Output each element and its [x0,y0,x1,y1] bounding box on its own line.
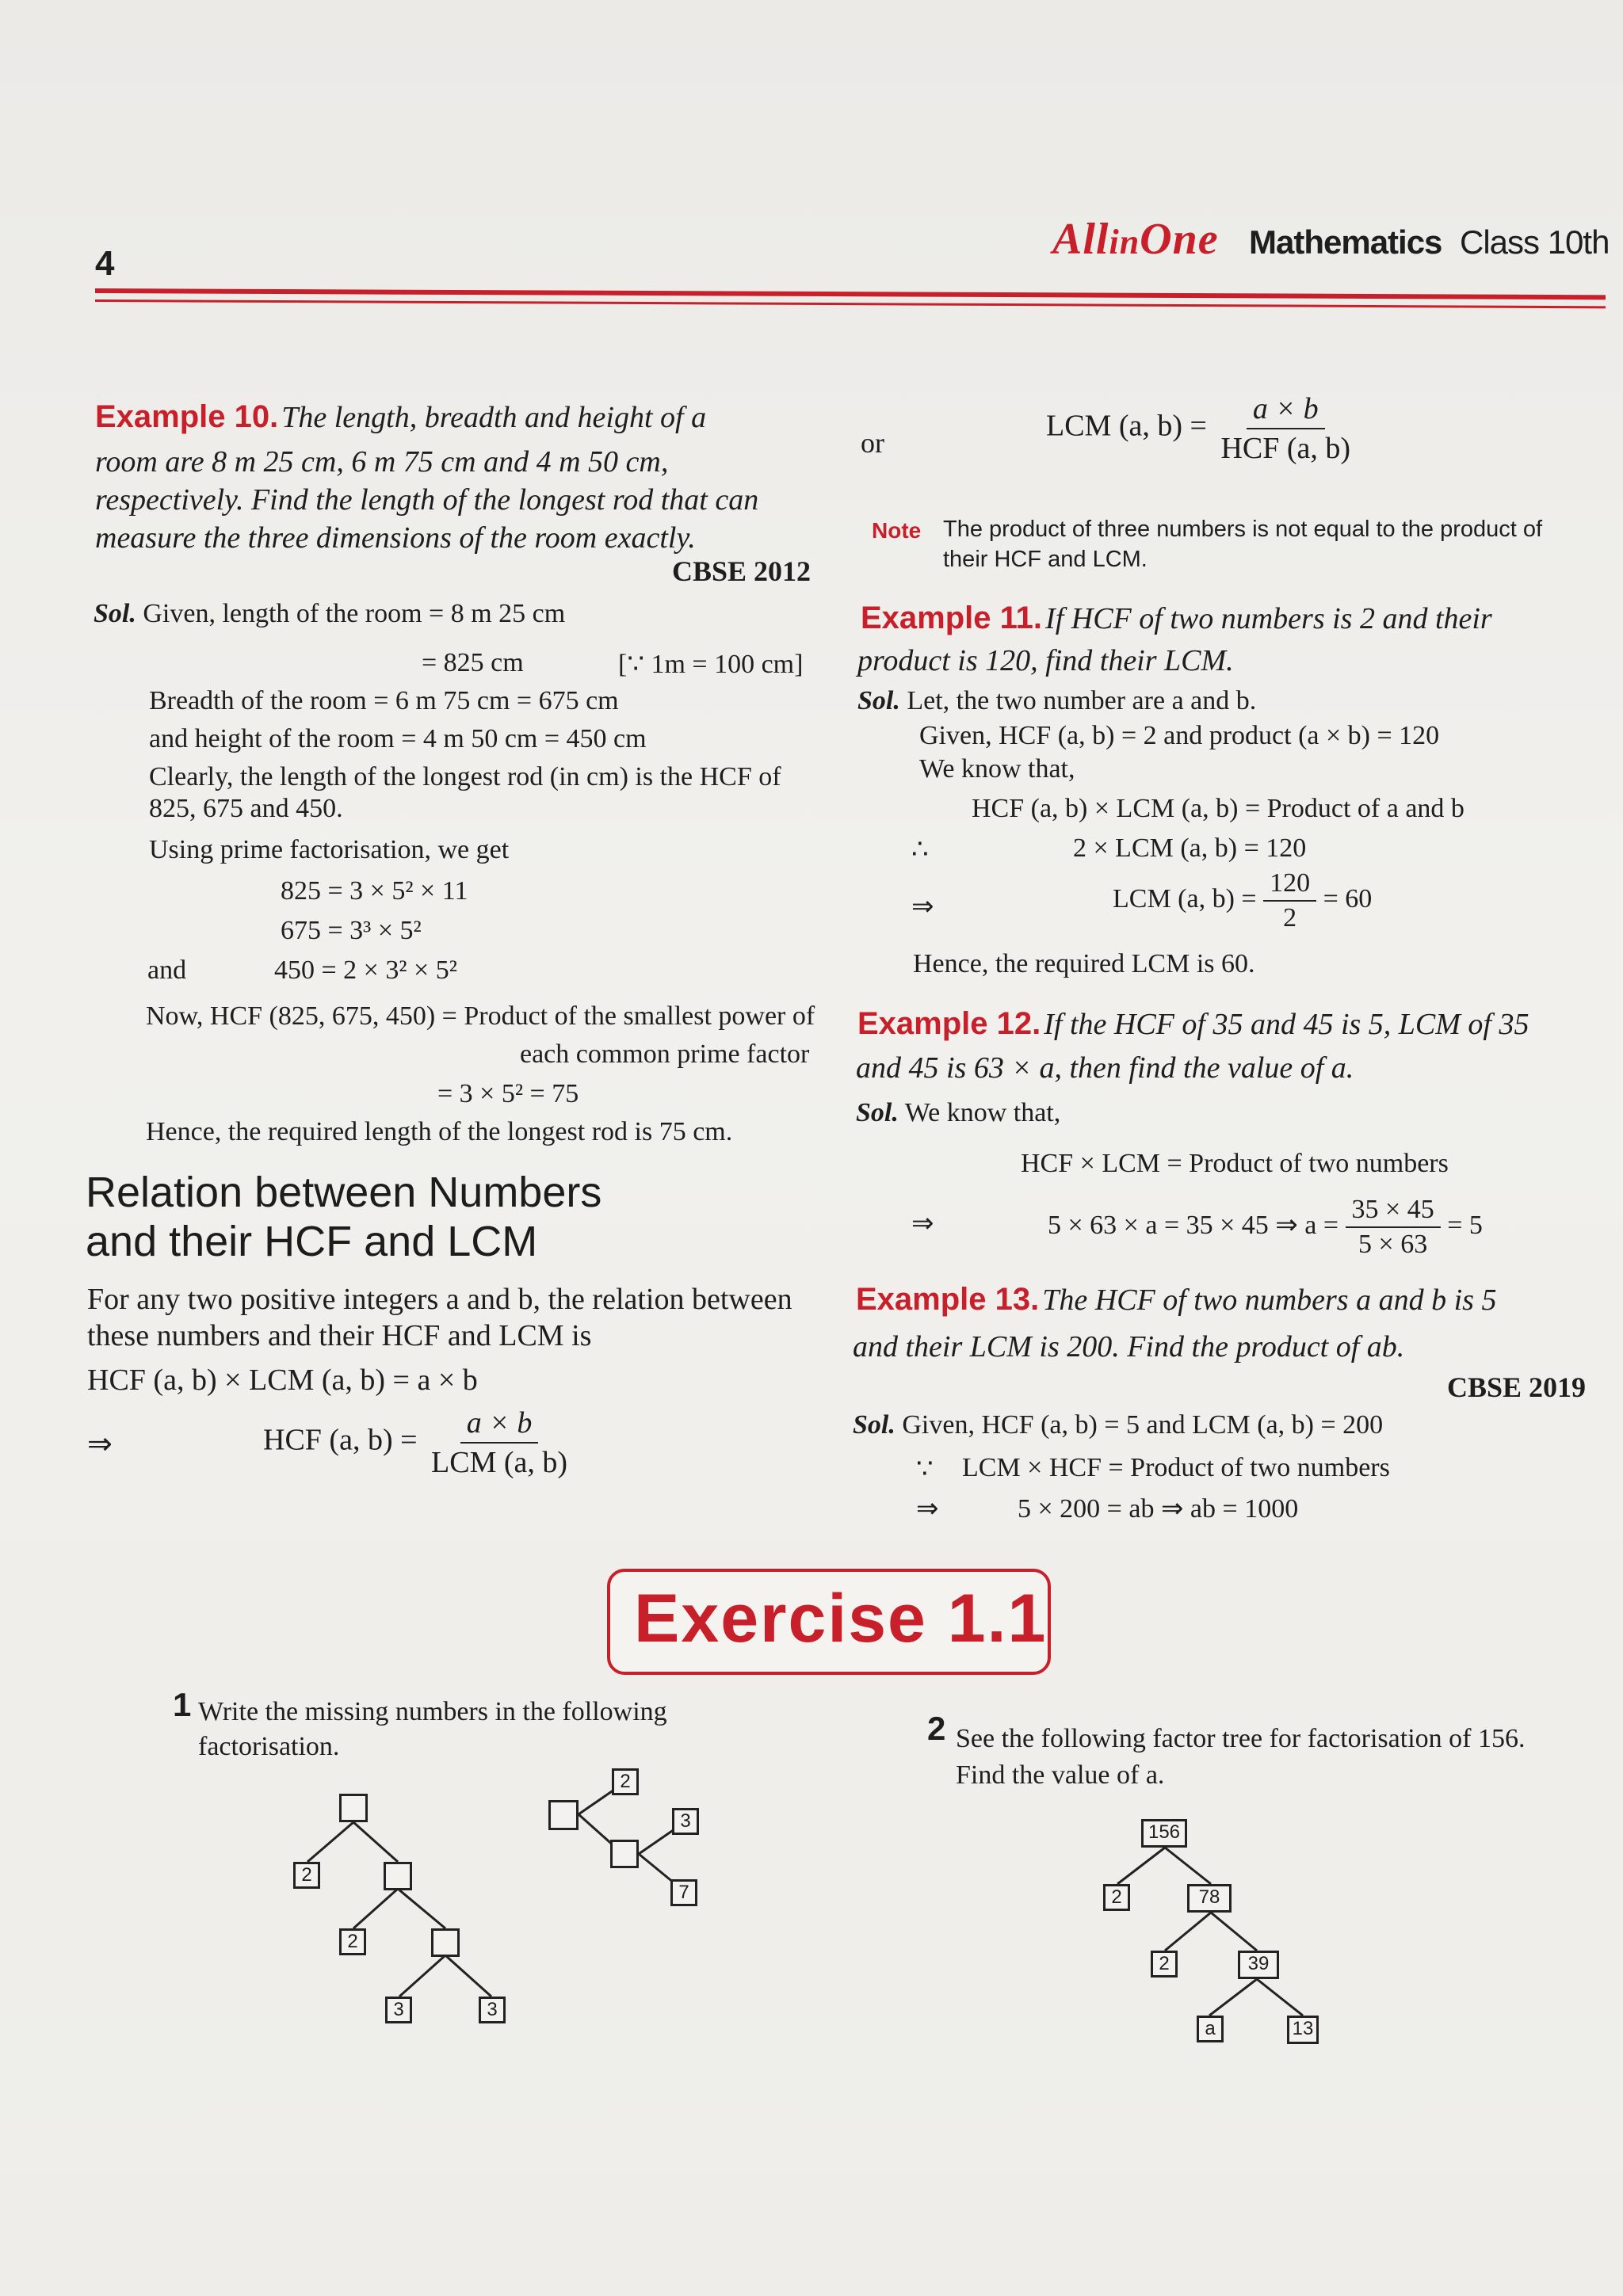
tree3-box: 39 [1238,1951,1279,1979]
sol-line: 2 × LCM (a, b) = 120 [1073,833,1307,863]
example10-question-3: respectively. Find the length of the longest rod that can [95,483,759,517]
fraction-numerator: 120 [1263,868,1316,902]
implies-symbol: ⇒ [911,1209,934,1238]
sol-line: 825, 675 and 450. [149,794,343,823]
note-label: Note [872,518,922,543]
sol-line: 5 × 200 = ab ⇒ ab = 1000 [1018,1494,1299,1524]
sol-line: HCF (a, b) × LCM (a, b) = Product of a and b [972,794,1465,823]
sol-line: 825 = 3 × 5² × 11 [281,876,468,906]
example13-title: Example 13. [856,1282,1040,1317]
sol-line: [∵ 1m = 100 cm] [618,650,804,679]
sol-line: Hence, the required length of the longest rod is 75 cm. [146,1117,733,1146]
example11-question-1: If HCF of two numbers is 2 and their [1045,602,1492,635]
sol-label: Sol. [857,686,900,715]
sol-label: Sol. [94,599,136,628]
sol-line: = 825 cm [422,648,524,677]
sol-line: Clearly, the length of the longest rod (in cm) is the HCF of [149,762,781,791]
page-number: 4 [95,244,115,283]
fraction-denominator: HCF (a, b) [1220,432,1351,465]
note-line-1: The product of three numbers is not equal to the product of [943,517,1543,542]
tree3-box: 78 [1187,1884,1232,1913]
sol-line: and height of the room = 4 m 50 cm = 450 cm [149,724,647,753]
question-1-line-2: factorisation. [198,1732,340,1761]
example12-title: Example 12. [857,1006,1041,1041]
or-label: or [861,427,884,459]
question-1-line-1: Write the missing numbers in the following [198,1697,667,1726]
example12-question-1: If the HCF of 35 and 45 is 5, LCM of 35 [1044,1008,1529,1041]
tree3-box: a [1197,2016,1224,2042]
relation-arrow: ⇒ [87,1428,113,1461]
sol-line: 450 = 2 × 3² × 5² [274,955,457,985]
relation-formula-1: HCF (a, b) × LCM (a, b) = a × b [87,1363,478,1397]
formula-rhs: = 60 [1323,883,1373,913]
example10-title: Example 10. [95,399,279,434]
example13-source: CBSE 2019 [1447,1371,1587,1403]
sol-line: We know that, [904,1098,1061,1127]
question-2-line-2: Find the value of a. [956,1760,1165,1790]
header-subject: Mathematics [1249,223,1442,261]
tree1-empty-box [339,1794,368,1822]
sol-line: = 3 × 5² = 75 [437,1079,579,1108]
relation-text-2: these numbers and their HCF and LCM is [87,1319,592,1352]
brand-logo: AllinOne [1052,215,1219,264]
tree2-empty-box [610,1840,639,1868]
example12-question-2: and 45 is 63 × a, then find the value of a. [856,1051,1354,1085]
tree1-box: 3 [479,1997,506,2023]
fraction-numerator: a × b [1247,391,1325,429]
section-heading-1: Relation between Numbers [86,1169,602,1216]
sol-line: each common prime factor [520,1039,810,1069]
fraction-denominator: 2 [1283,903,1297,933]
example10-source: CBSE 2012 [672,555,812,587]
sol-line: HCF × LCM = Product of two numbers [1021,1149,1449,1178]
example10-question-2: room are 8 m 25 cm, 6 m 75 cm and 4 m 50 cm, [95,445,669,479]
formula-lhs: 5 × 63 × a = 35 × 45 ⇒ a = [1048,1210,1339,1240]
example13-question-2: and their LCM is 200. Find the product of ab. [853,1330,1405,1363]
sol-line: Given, HCF (a, b) = 2 and product (a × b) = 120 [919,721,1440,750]
tree3-box: 2 [1151,1951,1178,1978]
implies-symbol: ⇒ [916,1494,939,1524]
tree1-empty-box [431,1928,460,1957]
tree2-box: 3 [672,1808,699,1835]
tree3-box: 2 [1103,1884,1130,1911]
tree1-box: 3 [385,1997,412,2023]
sol-label: Sol. [853,1410,896,1440]
formula-lhs: LCM (a, b) = [1046,409,1207,443]
example11-title: Example 11. [861,601,1043,635]
question-2-number: 2 [927,1710,946,1747]
section-heading-2: and their HCF and LCM [86,1218,538,1265]
fraction-numerator: 35 × 45 [1346,1195,1441,1228]
tree1-empty-box [384,1862,412,1890]
formula-lhs: LCM (a, b) = [1113,883,1257,913]
relation-text-1: For any two positive integers a and b, the relation between [87,1283,792,1316]
sol-line: We know that, [919,754,1075,784]
tree3-box: 156 [1141,1819,1187,1848]
fraction-numerator: a × b [460,1405,539,1444]
sol-line: LCM × HCF = Product of two numbers [962,1453,1390,1482]
question-2-line-1: See the following factor tree for factorisation of 156. [956,1724,1526,1753]
example10-question-4: measure the three dimensions of the room exactly. [95,521,696,555]
tree1-box: 2 [293,1862,320,1889]
tree1-box: 2 [339,1928,366,1955]
sol-label: Sol. [856,1098,899,1127]
because-symbol: ∵ [916,1455,934,1484]
therefore-symbol: ∴ [911,835,929,864]
fraction-denominator: LCM (a, b) [431,1446,568,1479]
header-class: Class 10th [1460,223,1610,261]
sol-line: Now, HCF (825, 675, 450) = Product of the smallest power of [146,1001,815,1031]
question-1-number: 1 [173,1686,192,1723]
tree2-box: 2 [612,1768,639,1795]
sol-line: Given, HCF (a, b) = 5 and LCM (a, b) = 200 [902,1410,1384,1440]
sol-line: and [147,955,187,985]
formula-lhs: HCF (a, b) = [263,1423,418,1457]
formula-rhs: = 5 [1447,1210,1483,1240]
exercise-title: Exercise 1.1 [634,1581,1048,1657]
note-line-2: their HCF and LCM. [943,547,1148,572]
example13-question-1: The HCF of two numbers a and b is 5 [1042,1283,1497,1317]
example11-question-2: product is 120, find their LCM. [857,644,1234,677]
tree2-box: 7 [670,1879,697,1906]
implies-symbol: ⇒ [911,892,934,921]
tree2-empty-box [548,1800,579,1830]
fraction-denominator: 5 × 63 [1358,1230,1428,1259]
sol-line: Let, the two number are a and b. [907,686,1257,715]
sol-line: Breadth of the room = 6 m 75 cm = 675 cm [149,686,619,715]
tree3-box: 13 [1287,2016,1319,2044]
example10-question-1: The length, breadth and height of a [281,401,707,434]
sol-line: Using prime factorisation, we get [149,835,510,864]
sol-line: Hence, the required LCM is 60. [913,949,1255,978]
sol-line: Given, length of the room = 8 m 25 cm [143,599,566,628]
sol-line: 675 = 3³ × 5² [281,916,422,945]
